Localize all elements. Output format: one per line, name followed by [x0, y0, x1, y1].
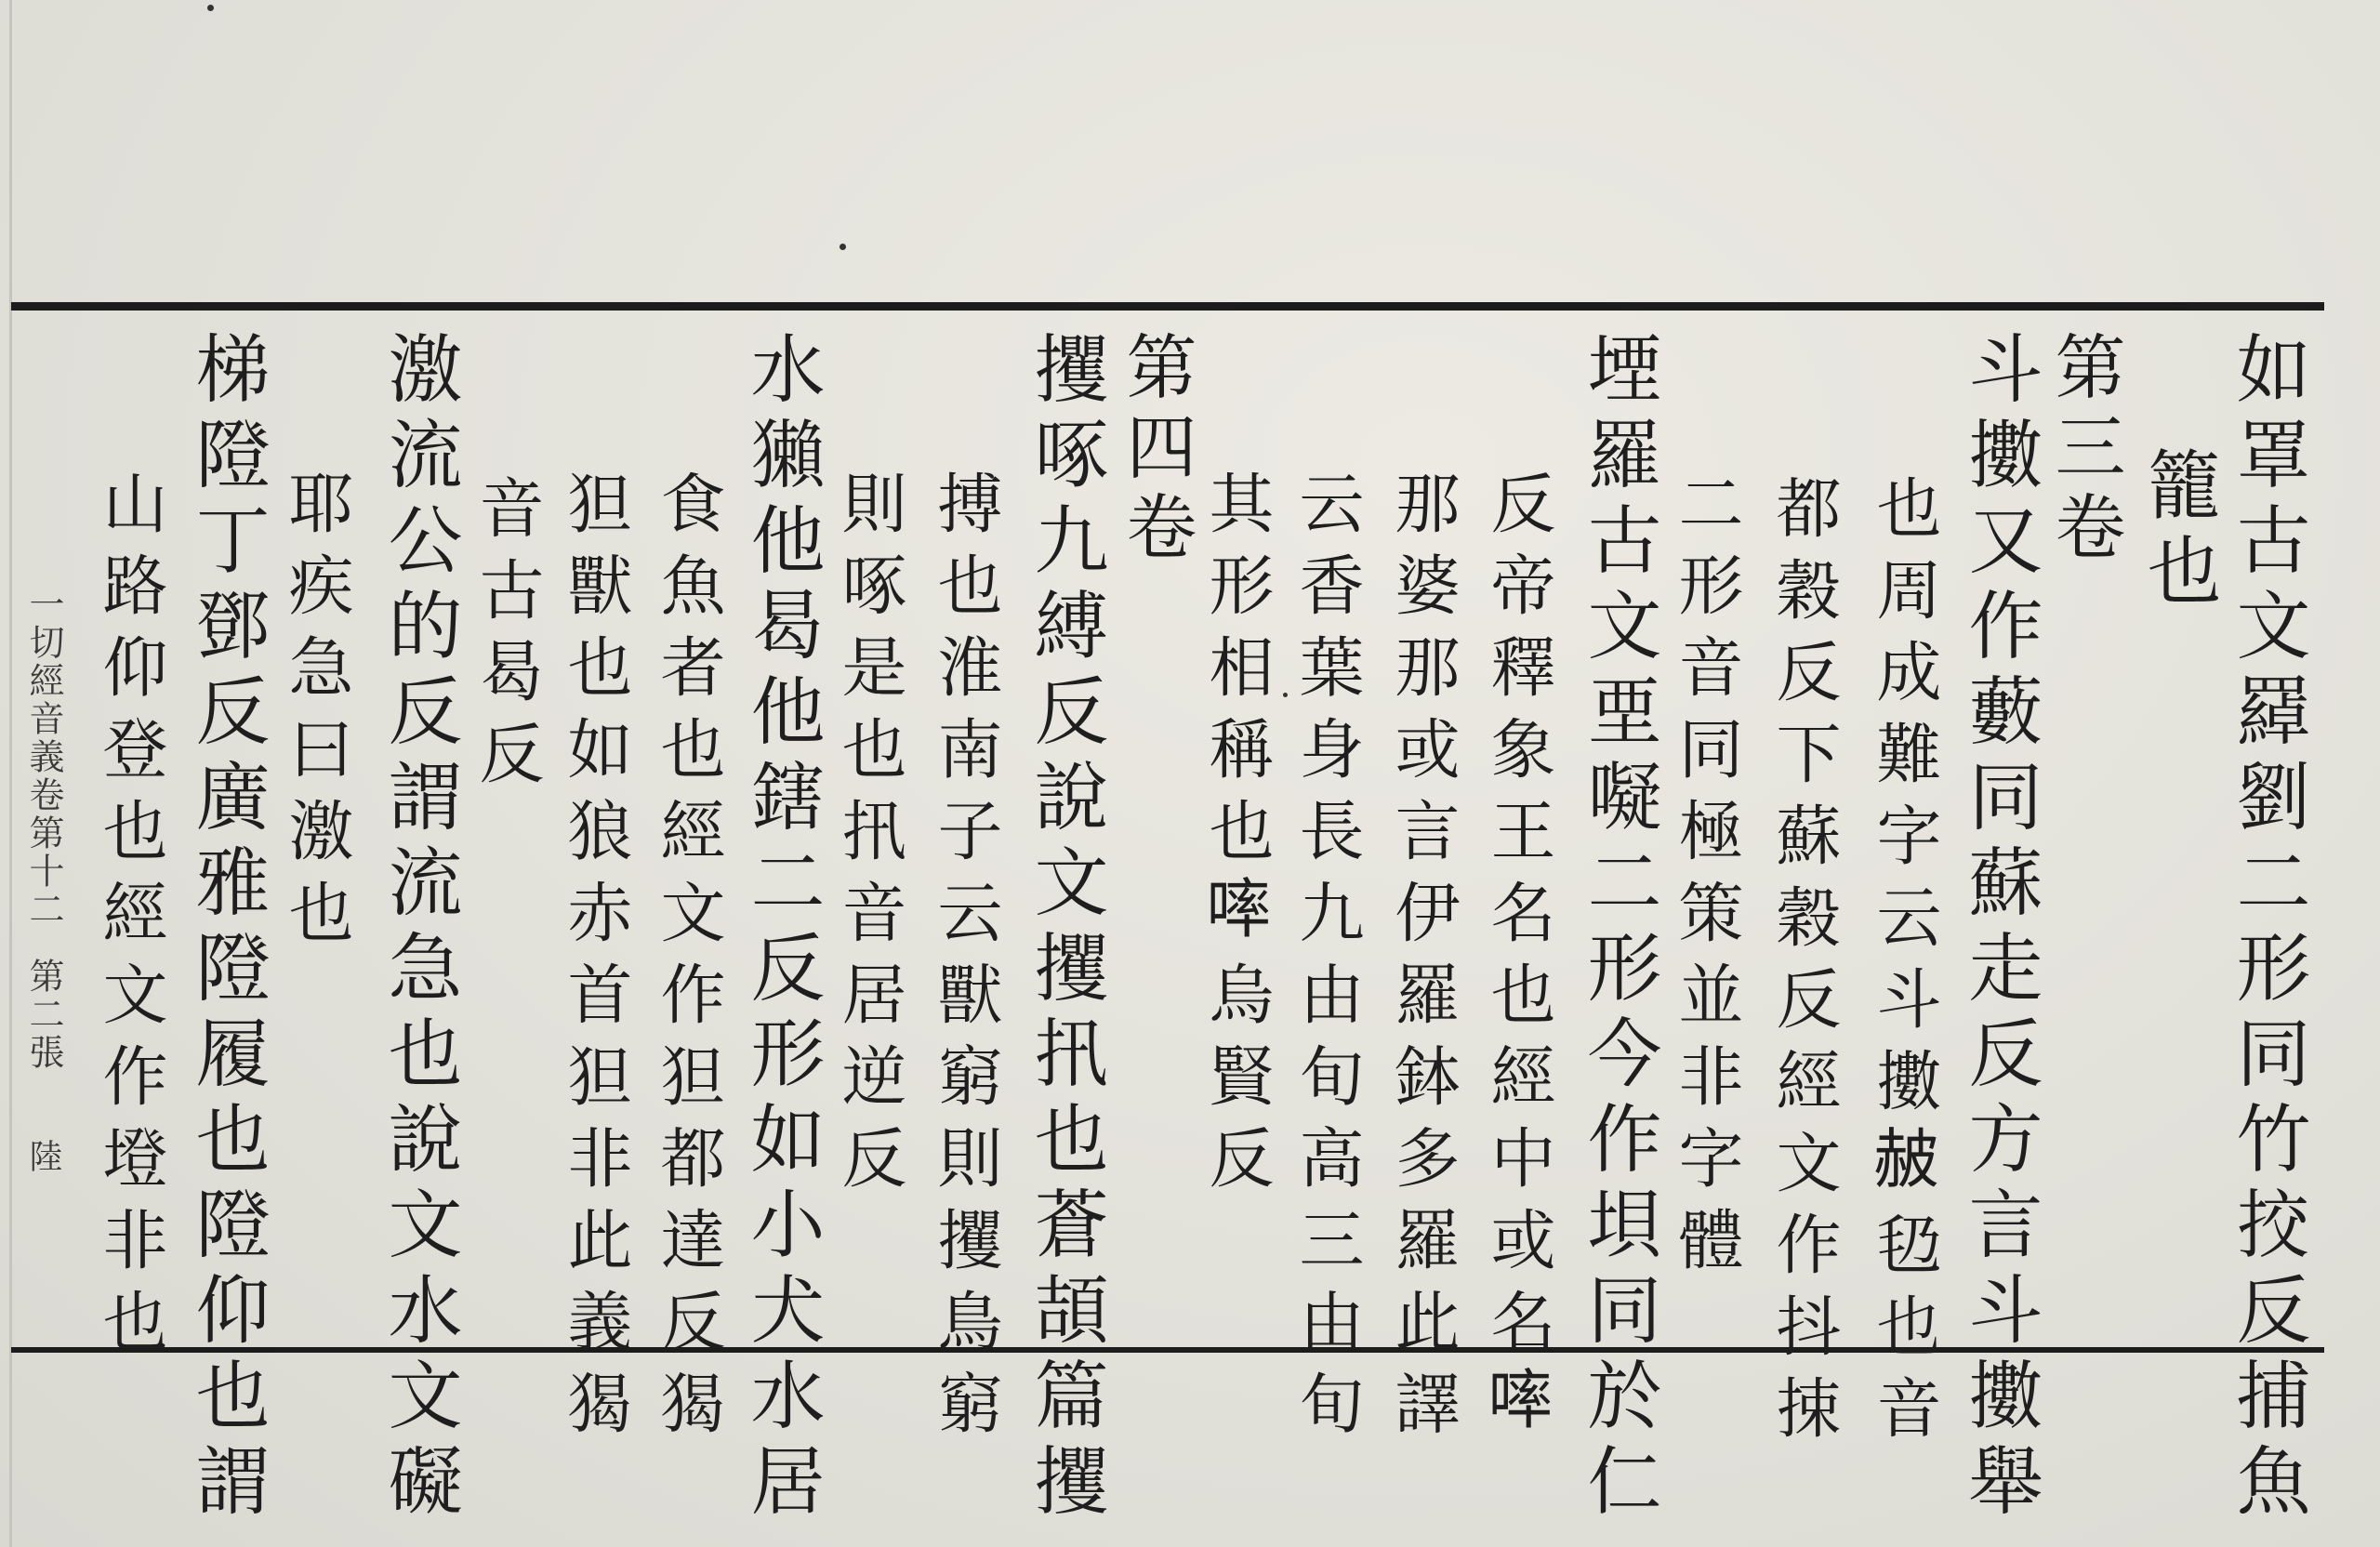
- text-column-6: 都穀反下蘇穀反經文作抖捒: [1765, 474, 1842, 1456]
- text-column-19: 狚獸也如狼赤首狚非此義猲: [557, 469, 633, 1451]
- text-column-18: 食魚者也經文作狚都達反猲: [650, 469, 726, 1451]
- section-heading-4: 第四卷: [1115, 330, 1197, 570]
- text-column-7: 二形音同極策並非字體: [1668, 469, 1744, 1288]
- text-column-5: 也周成難字云斗擻𧹞㲌也音: [1866, 474, 1942, 1456]
- carver-mark: 陸: [24, 1139, 62, 1172]
- text-column-4: 斗擻又作藪同蘇走反方言斗擻舉: [1956, 330, 2043, 1527]
- text-column-12: 其形相稱也𠻜烏賢反: [1198, 469, 1275, 1206]
- text-column-16: 則啄是也扟音居逆反: [831, 469, 907, 1206]
- section-heading-3: 第三卷: [2043, 330, 2126, 570]
- text-column-14: 攫啄九縛反說文攫扟也蒼頡篇攫: [1022, 330, 1108, 1527]
- folio-number: 第二張: [23, 958, 64, 1072]
- text-column-17: 水獺他曷他鎋二反形如小犬水居: [738, 330, 825, 1527]
- text-column-22: 耶疾急曰激也: [278, 469, 354, 960]
- text-column-20: 音古曷反: [469, 474, 545, 801]
- text-column-2: 籠也: [2135, 446, 2221, 617]
- ink-speck: [207, 5, 214, 11]
- text-column-10: 那婆那或言伊羅鉢多羅此譯: [1384, 469, 1461, 1451]
- text-column-8: 堙羅古文垔㘈二形今作垻同於仁: [1575, 330, 1661, 1527]
- ink-speck: [840, 244, 846, 250]
- volume-title: 一切經音義卷第十二: [23, 586, 64, 929]
- text-column-11: 云香葉身長九由旬高三由旬: [1289, 469, 1365, 1451]
- text-column-15: 搏也淮南子云獸窮則攫鳥窮: [927, 469, 1003, 1451]
- text-column-21: 激流公的反謂流急也說文水文礙: [376, 330, 462, 1527]
- text-column-9: 反帝釋象王名也經中或名𠻜: [1480, 469, 1556, 1451]
- text-column-1: 如罩古文羄劉二形同竹挍反捕魚: [2224, 330, 2310, 1527]
- text-column-24: 山路仰登也經文作墱非也: [92, 469, 168, 1369]
- text-column-23: 梯隥丁鄧反廣雅隥履也隥仰也謂: [183, 330, 270, 1527]
